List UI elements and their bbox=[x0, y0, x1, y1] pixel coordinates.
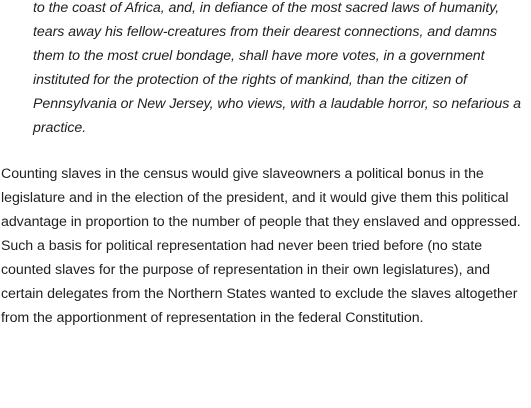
body-paragraph: Counting slaves in the census would give slaveowners a political bonus in the legislature and in the election of the president, and it would give them this political advantage in proportion to the number of people that they enslaved and oppressed. Such a basis for political representation had never been tried before (no state counted slaves for the purpose of representation in their own legislatures), and certain delegates from the Northern States wanted to exclude the slaves altogether from the apportionment of representation in the federal Constitution. bbox=[1, 166, 521, 326]
block-quote bbox=[0, 0, 531, 140]
quote-text: to the coast of Africa, and, in defiance of the most sacred laws of humanity, tears away his fellow-creatures from their dearest connections, and damns them to the most cruel bondage, shall have more votes, in a government instituted for the protection of the rights of mankind, than the citizen of Pennsylvania or New Jersey, who views, with a laudable horror, so nefarious a practice. bbox=[33, 0, 521, 136]
